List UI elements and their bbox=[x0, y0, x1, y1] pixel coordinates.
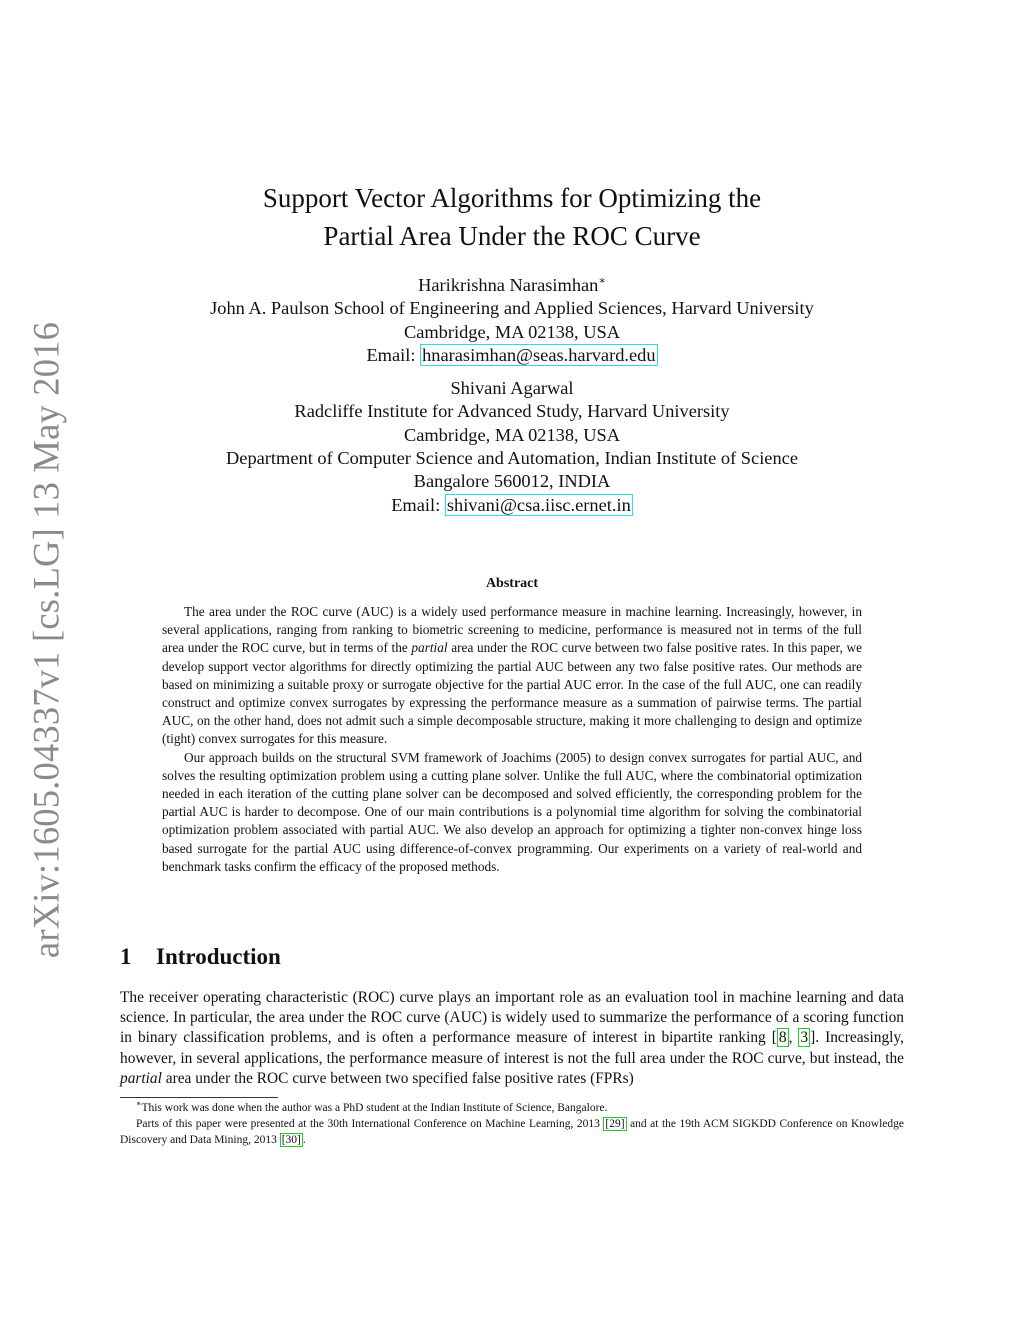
citation-link[interactable]: [29] bbox=[605, 1117, 625, 1130]
author-email-line: Email: hnarasimhan@seas.harvard.edu bbox=[366, 344, 656, 365]
footnote-divider bbox=[120, 1097, 278, 1098]
footnote-2: Parts of this paper were presented at the 30th International Conference on Machine Learning, 2013 [29] and at the 19th ACM SIGKDD Conference on Knowledge Discovery and Data Mining, 2013 [30] . bbox=[120, 1117, 904, 1146]
author-affiliation: Radcliffe Institute for Advanced Study, Harvard University bbox=[294, 401, 730, 422]
title-line-2: Partial Area Under the ROC Curve bbox=[323, 221, 701, 251]
abstract-paragraph-1: The area under the ROC curve (AUC) is a widely used performance measure in machine learning. Increasingly, however, in several applications, ranging from ranking to biometric screening to medicine, performance is measured not in terms of the full area under the ROC curve, but in terms of the partial area under the ROC curve between two false positive rates. In this paper, we develop support vector algorithms for directly optimizing the partial AUC between any two false positive rates. Our methods are based on minimizing a suitable proxy or surrogate objective for the partial AUC error. In the case of the full AUC, one can readily construct and optimize convex surrogates by expressing the performance measure as a summation of pairwise terms. The partial AUC, on the other hand, does not admit such a simple decomposable structure, making it more challenging to design and optimize (tight) convex surrogates for this measure. bbox=[162, 604, 862, 747]
footnote-1: ∗This work was done when the author was a PhD student at the Indian Institute of Science, Bangalore. bbox=[136, 1099, 608, 1114]
paper-title bbox=[0, 179, 1024, 255]
abstract-paragraph-2: Our approach builds on the structural SVM framework of Joachims (2005) to design convex surrogates for partial AUC, and solves the resulting optimization problem using a cutting plane solver. Unlike the full AUC, where the combinatorial optimization needed in each iteration of the cutting plane solver can be decomposed and solved efficiently, the corresponding problem for the partial AUC is harder to decompose. One of our main contributions is a polynomial time algorithm for solving the combinatorial optimization problem associated with partial AUC. We also develop an approach for optimizing a tighter non-convex hinge loss based surrogate for the partial AUC using difference-of-convex programming. Our experiments on a variety of real-world and benchmark tasks confirm the efficacy of the proposed methods. bbox=[162, 749, 862, 874]
title-line-1: Support Vector Algorithms for Optimizing the bbox=[262, 183, 762, 213]
author-list bbox=[0, 274, 1024, 527]
author-name: Harikrishna Narasimhan∗ bbox=[418, 274, 606, 295]
author-email-line: Email: shivani@csa.iisc.ernet.in bbox=[391, 494, 631, 515]
citation-link[interactable]: 3 bbox=[800, 1029, 809, 1047]
citation-link[interactable]: 8 bbox=[778, 1029, 787, 1047]
section-heading-introduction bbox=[120, 944, 281, 970]
abstract-heading: Abstract bbox=[485, 576, 539, 591]
introduction-body bbox=[120, 988, 904, 1089]
section-number: 1 bbox=[120, 944, 132, 969]
author-name: Shivani Agarwal bbox=[450, 378, 574, 399]
author-block-1 bbox=[0, 274, 1024, 367]
arxiv-identifier-stamp: arXiv:1605.04337v1 [cs.LG] 13 May 2016 bbox=[25, 321, 67, 959]
section-title: Introduction bbox=[156, 944, 281, 969]
author-block-2 bbox=[0, 377, 1024, 517]
author-affiliation: Department of Computer Science and Automation, Indian Institute of Science bbox=[226, 448, 798, 469]
author-affiliation: John A. Paulson School of Engineering and Applied Sciences, Harvard University bbox=[210, 298, 814, 319]
introduction-paragraph: The receiver operating characteristic (ROC) curve plays an important role as an evaluation tool in machine learning and data science. In particular, the area under the ROC curve (AUC) is widely used to summarize the performance of a scoring function in binary classification problems, and is often a performance measure of interest in bipartite ranking [ 8 , 3 ]. Increasingly, however, in several applications, the performance measure of interest is not the full area under the ROC curve, but instead, the partial area under the ROC curve between two specified false positive rates (FPRs) bbox=[120, 989, 904, 1087]
author-email-link[interactable]: shivani@csa.iisc.ernet.in bbox=[446, 494, 631, 515]
author-address: Cambridge, MA 02138, USA bbox=[403, 321, 621, 342]
footnotes bbox=[120, 1101, 904, 1148]
author-address: Bangalore 560012, INDIA bbox=[413, 471, 611, 492]
author-address: Cambridge, MA 02138, USA bbox=[403, 424, 621, 445]
abstract-body bbox=[162, 603, 862, 876]
footnote-marker[interactable]: ∗ bbox=[598, 274, 606, 287]
citation-link[interactable]: [30] bbox=[281, 1133, 301, 1146]
author-email-link[interactable]: hnarasimhan@seas.harvard.edu bbox=[422, 344, 656, 365]
